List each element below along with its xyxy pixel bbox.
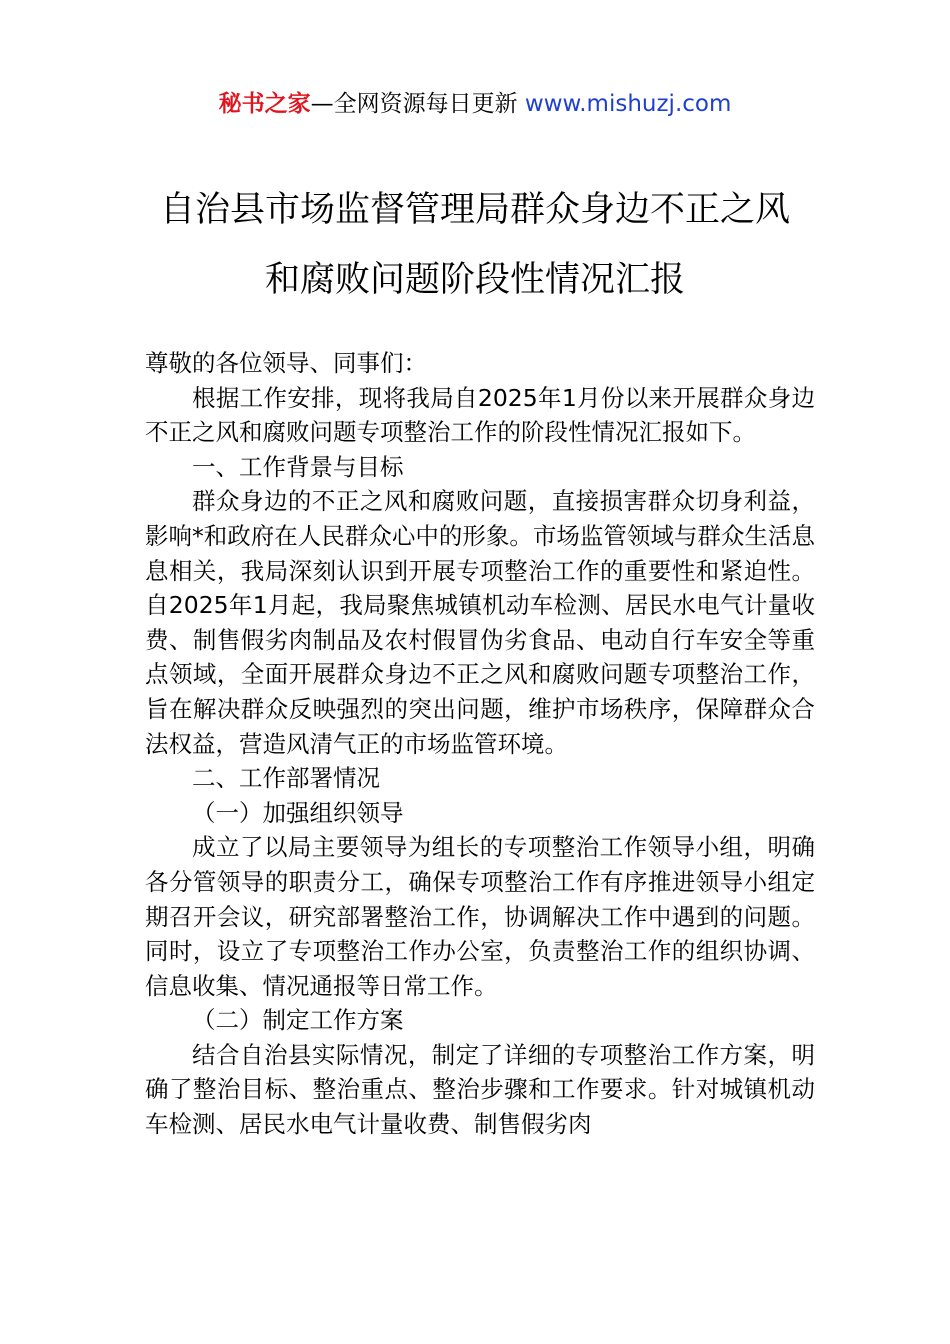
intro-paragraph: 根据工作安排，现将我局自2025年1月份以来开展群众身边不正之风和腐败问题专项整治工作的阶段性情况汇报如下。 (145, 383, 815, 447)
site-brand: 秘书之家 (218, 91, 311, 117)
body-paragraph: 群众身边的不正之风和腐败问题，直接损害群众切身利益，影响*和政府在人民群众心中的形象。市场监管领域与群众生活息息相关，我局深刻认识到开展专项整治工作的重要性和紧迫性。自2025年1月起，我局聚焦城镇机动车检测、居民水电气计量收费、制售假劣肉制品及农村假冒伪劣食品、电动自行车安全等重点领域，全面开展群众身边不正之风和腐败问题专项整治工作，旨在解决群众反映强烈的突出问题，维护市场秩序，保障群众合法权益，营造风清气正的市场监管环境。 (145, 487, 815, 758)
document-body (145, 346, 815, 1142)
site-header (0, 88, 950, 120)
body-paragraph: 结合自治县实际情况，制定了详细的专项整治工作方案，明确了整治目标、整治重点、整治步骤和工作要求。针对城镇机动车检测、居民水电气计量收费、制售假劣肉 (145, 1040, 815, 1139)
section-heading-2: 二、工作部署情况 (192, 764, 380, 793)
subsection-heading-1: （一）加强组织领导 (192, 798, 404, 827)
section-heading-1: 一、工作背景与目标 (192, 452, 404, 481)
site-tagline: —全网资源每日更新 (310, 91, 518, 117)
subsection-heading-2: （二）制定工作方案 (192, 1006, 404, 1035)
body-paragraph: 成立了以局主要领导为组长的专项整治工作领导小组，明确各分管领导的职责分工，确保专项整治工作有序推进领导小组定期召开会议，研究部署整治工作，协调解决工作中遇到的问题。同时，设立了专项整治工作办公室，负责整治工作的组织协调、信息收集、情况通报等日常工作。 (145, 833, 815, 1000)
document-title-line-1: 自治县市场监督管理局群众身边不正之风 (159, 190, 790, 230)
site-url-link[interactable]: www.mishuzj.com (524, 91, 732, 117)
document-title-line-2: 和腐败问题阶段性情况汇报 (264, 260, 685, 300)
salutation: 尊敬的各位领导、同事们： (145, 349, 427, 377)
